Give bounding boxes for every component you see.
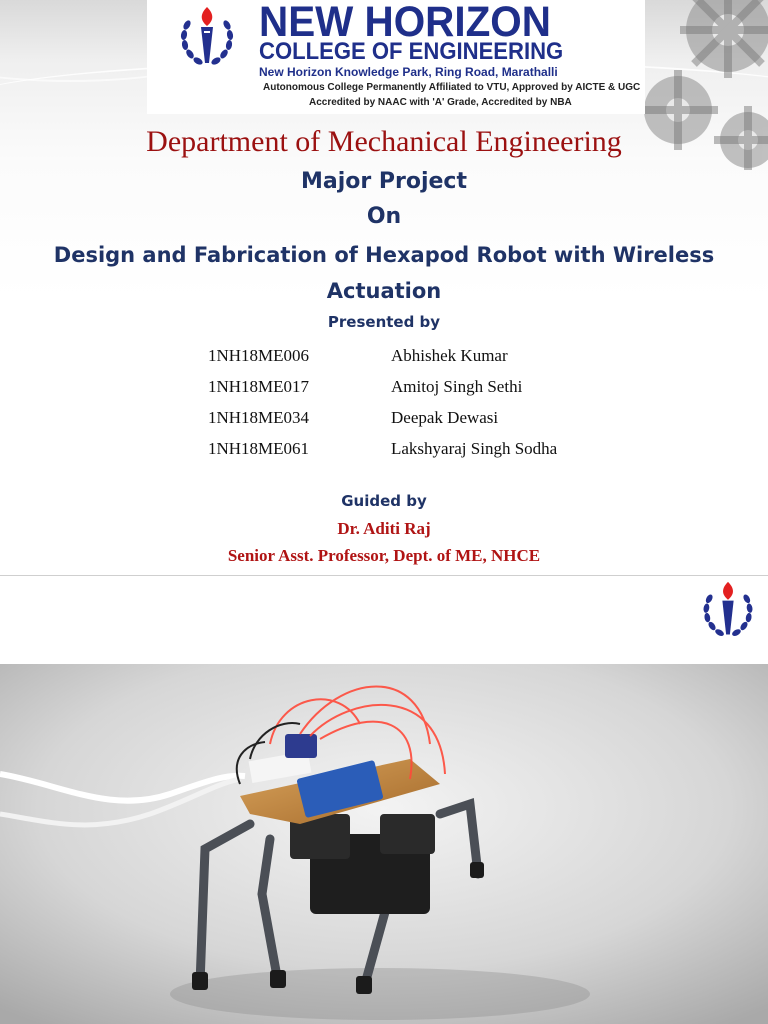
team-members-list: [208, 346, 628, 470]
college-accreditation: Accredited by NAAC with 'A' Grade, Accredited by NBA: [309, 97, 572, 108]
member-usn: 1NH18ME034: [208, 408, 310, 427]
college-subtitle: COLLEGE OF ENGINEERING: [259, 38, 564, 65]
on-label: On: [366, 204, 402, 229]
member-name: Abhishek Kumar: [391, 346, 508, 365]
college-header: [147, 0, 645, 114]
guide-name: Dr. Aditi Raj: [337, 519, 431, 538]
team-member: [208, 377, 628, 408]
college-name: NEW HORIZON: [259, 0, 551, 46]
robot-slide: [0, 576, 768, 1024]
team-member: [208, 439, 628, 470]
member-usn: 1NH18ME061: [208, 439, 310, 458]
torch-laurel-emblem-icon: [175, 5, 239, 71]
member-name: Deepak Dewasi: [391, 408, 499, 427]
guided-by-label: Guided by: [341, 492, 427, 510]
member-usn: 1NH18ME017: [208, 377, 310, 396]
college-affiliation: Autonomous College Permanently Affiliated to VTU, Approved by AICTE & UGC: [263, 82, 641, 93]
project-title: Design and Fabrication of Hexapod Robot with Wireless Actuation: [53, 243, 715, 303]
guide-designation: Senior Asst. Professor, Dept. of ME, NHCE: [227, 546, 541, 565]
member-name: Lakshyaraj Singh Sodha: [391, 439, 558, 458]
presented-by-label: Presented by: [327, 313, 441, 331]
torch-laurel-emblem-icon: [694, 580, 762, 642]
department-heading: Department of Mechanical Engineering: [146, 125, 622, 158]
team-member: [208, 408, 628, 439]
hexapod-robot-photo: [0, 664, 768, 1024]
college-address: New Horizon Knowledge Park, Ring Road, Marathalli: [259, 65, 558, 79]
team-member: [208, 346, 628, 377]
member-usn: 1NH18ME006: [208, 346, 310, 365]
member-name: Amitoj Singh Sethi: [391, 377, 523, 396]
major-project-label: Major Project: [300, 169, 467, 194]
